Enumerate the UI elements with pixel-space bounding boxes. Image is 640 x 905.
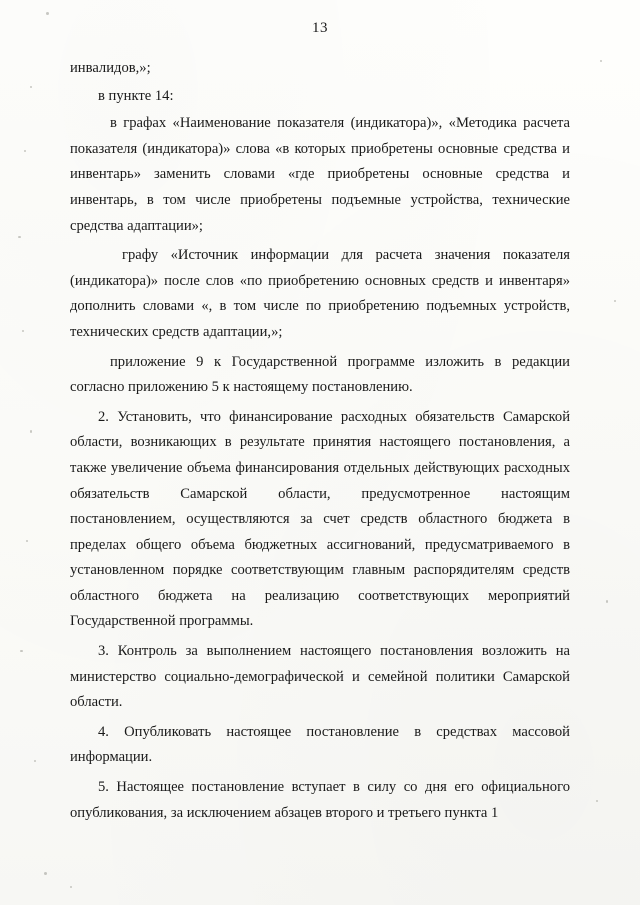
scan-speck <box>606 600 608 603</box>
paragraph-punkt-14: в пункте 14: <box>98 87 174 104</box>
scan-speck <box>34 760 36 762</box>
scan-speck <box>24 150 26 152</box>
page-number: 13 <box>312 20 328 36</box>
scan-speck <box>18 236 21 238</box>
scan-speck <box>614 300 616 302</box>
scan-speck <box>30 86 32 88</box>
scan-speck <box>22 330 24 332</box>
scan-speck <box>30 430 32 433</box>
paragraph-prilozhenie: приложение 9 к Государственной программе изложить в редакции согласно приложению 5 к настоящему постановлению. <box>70 353 570 396</box>
scan-speck <box>20 650 23 652</box>
paragraph-item-3: 3. Контроль за выполнением настоящего постановления возложить на министерство социально-демографической и семейной политики Самарской области. <box>70 643 570 711</box>
paragraph-grafah: в графах «Наименование показателя (индикатора)», «Методика расчета показателя (индикатора)» слова «в которых приобретены основные средства и инвентарь» заменить словами «где приобретены основные средства и инвентарь, в том числе приобретены подъемные устройства, технические средства адаптации»; <box>70 115 570 234</box>
scan-speck <box>596 800 598 802</box>
paragraph-item-5: 5. Настоящее постановление вступает в силу со дня его официального опубликования, за исключением абзацев второго и третьего пункта 1 <box>70 779 570 821</box>
paragraph-invalidov: инвалидов,»; <box>70 60 151 76</box>
scan-speck <box>44 872 47 875</box>
paragraph-item-2: 2. Установить, что финансирование расходных обязательств Самарской области, возникающих в результате принятия настоящего постановления, а также увеличение объема финансирования отдельных действующих расходных обязательств Самарской области, предусмотренное настоящим постановлением, осуществляются за счет средств областного бюджета в пределах общего объема бюджетных ассигнований, предусматриваемого в установленном порядке соответствующим главным распорядителям средств областного бюджета на реализацию соответствующих мероприятий Государственной программы. <box>70 408 570 630</box>
paragraph-item-4: 4. Опубликовать настоящее постановление в средствах массовой информации. <box>70 723 570 766</box>
scan-speck <box>600 60 602 62</box>
document-body <box>70 56 570 826</box>
scan-speck <box>46 12 49 15</box>
scan-speck <box>70 886 72 888</box>
scan-speck <box>26 540 28 542</box>
paragraph-grafu: графу «Источник информации для расчета значения показателя (индикатора)» после слов «по приобретению основных средств и инвентаря» дополнить словами «, в том числе по приобретению подъемных устройств, технических средств адаптации,»; <box>70 247 570 340</box>
